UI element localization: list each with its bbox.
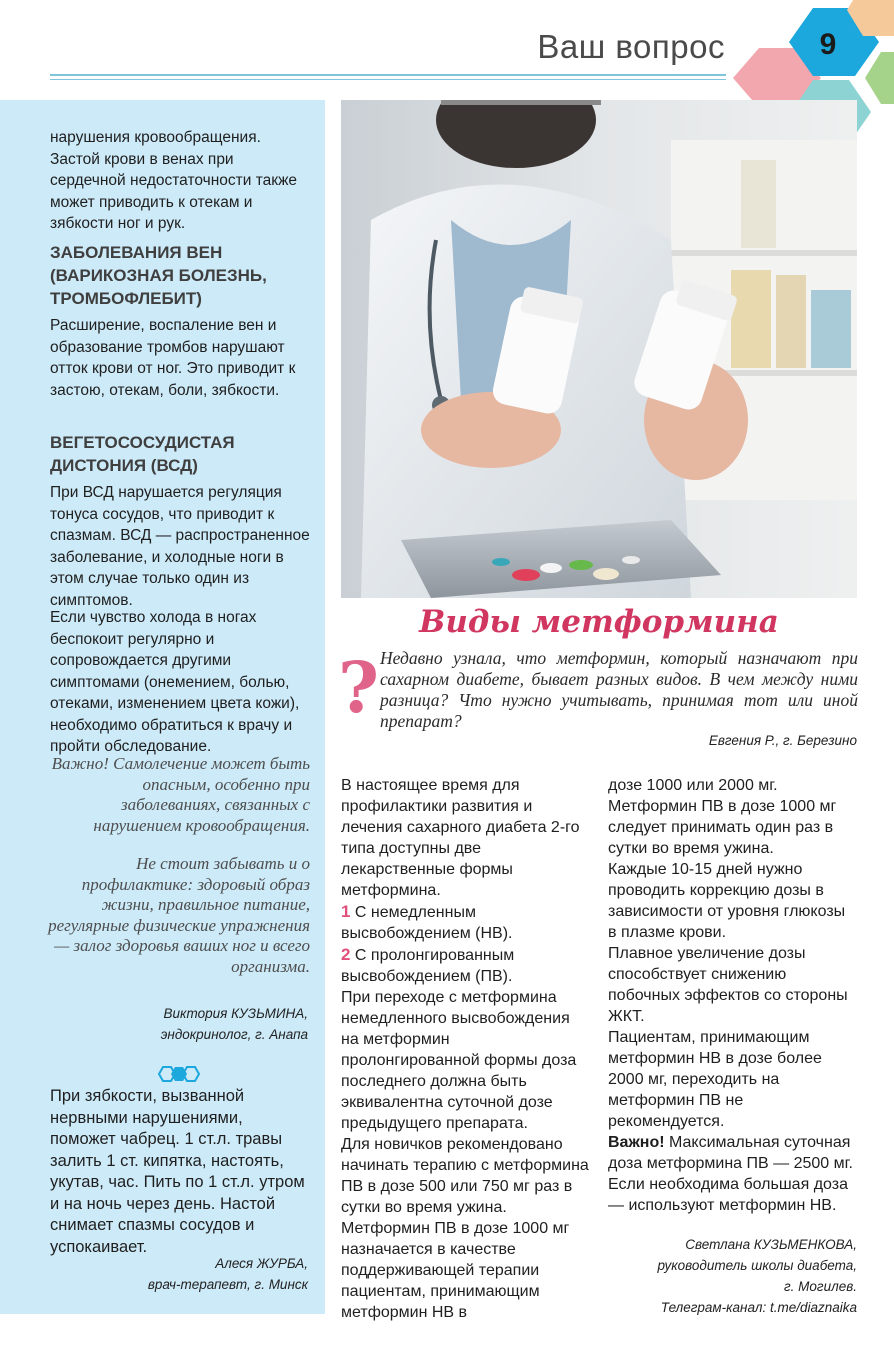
article-author-role: руководитель школы диабета, — [657, 1258, 857, 1273]
page-number: 9 — [819, 28, 837, 61]
article-paragraph-patients: Пациентам, принимающим метформин НВ в дозе более 2000 мг, переходить на метформин ПВ не рекомендуется. — [608, 1029, 822, 1130]
left-paragraph-3: При ВСД нарушается регуляция тонуса сосудов, что приводит к спазмам. ВСД — распространенное заболевание, и холодные ноги в этом случае только один из симптомов. — [50, 484, 310, 609]
article-paragraph-switch: При переходе с метформина немедленного высвобождения на метформин пролонгированной формы доза последнего должна быть эквивалентна суточной дозе предыдущего препарата. — [341, 989, 577, 1132]
section-title: Ваш вопрос — [537, 28, 725, 65]
left-heading-veins: ЗАБОЛЕВАНИЯ ВЕН (ВАРИКОЗНАЯ БОЛЕЗНЬ, ТРОМБОФЛЕБИТ) — [50, 243, 267, 308]
left-tip: При зябкости, вызванной нервными нарушениями, поможет чабрец. 1 ст.л. травы залить 1 ст. кипятка, настоять, укутав, час. Пить по 1 ст.л. утром и на ночь через день. Настой снимает спазмы сосудов и успокаивает. — [50, 1087, 305, 1256]
article-author-name: Светлана КУЗЬМЕНКОВА, — [685, 1237, 857, 1252]
hex-green — [865, 52, 894, 104]
article-paragraph-beginners: Для новичков рекомендовано начинать терапию с метформина ПВ в дозе 500 или 750 мг раз в сутки во время ужина. — [341, 1136, 589, 1216]
article-title: Виды метформина — [419, 604, 779, 640]
author1-role: эндокринолог, г. Анапа — [160, 1027, 308, 1042]
article-paragraph-maintenance: Метформин ПВ в дозе 1000 мг назначается в качестве поддерживающей терапии пациентам, принимающим метформин НВ в — [341, 1220, 570, 1321]
important-label: Важно! — [608, 1134, 665, 1151]
article-paragraph-increase: Плавное увеличение дозы способствует снижению побочных эффектов со стороны ЖКТ. — [608, 945, 848, 1025]
question-author: Евгения Р., г. Березино — [708, 733, 857, 748]
left-paragraph-2: Расширение, воспаление вен и образование тромбов нарушают отток крови от ног. Это приводит к застою, отекам, боли, зябкости. — [50, 317, 296, 399]
article-author-city: г. Могилев. — [784, 1279, 857, 1294]
author2-name: Алеся ЖУРБА, — [215, 1256, 308, 1271]
left-paragraph-1: нарушения кровообращения. Застой крови в венах при сердечной недостаточности также может приводить к отекам и зябкости ног и рук. — [50, 129, 298, 232]
article-paragraph-correction: Каждые 10-15 дней нужно проводить коррекцию дозы в зависимости от уровня глюкозы в плазме крови. — [608, 861, 846, 941]
article-author-channel: Телеграм-канал: t.me/diaznaika — [660, 1300, 857, 1315]
left-important-note: Важно! Самолечение может быть опасным, особенно при заболеваниях, связанных с нарушением кровообращения. — [51, 754, 310, 835]
list-number-1: 1 — [341, 902, 351, 921]
important-text: Максимальная суточная доза метформина ПВ — 2500 мг. Если необходима большая доза — используют метформин НВ. — [608, 1134, 853, 1214]
author2-role: врач-терапевт, г. Минск — [147, 1277, 308, 1292]
left-paragraph-4: Если чувство холода в ногах беспокоит регулярно и сопровождается другими симптомами (онемением, болью, отеками, изменением цвета кожи), необходимо обратиться к врачу и пройти обследование. — [50, 609, 300, 755]
header-rule — [50, 74, 726, 76]
reader-question: Недавно узнала, что метформин, который назначают при сахарном диабете, бывает разных видов. В чем между ними разница? Что нужно учитывать, принимая тот или иной препарат? — [380, 648, 858, 731]
list-item-1 — [341, 901, 589, 944]
left-heading-vsd: ВЕГЕТОСОСУДИСТАЯ ДИСТОНИЯ (ВСД) — [50, 433, 235, 475]
question-mark-icon: ? — [338, 646, 380, 729]
article-column-2 — [608, 775, 857, 1216]
article-important — [608, 1132, 857, 1216]
article-paragraph-dose: дозе 1000 или 2000 мг. Метформин ПВ в дозе 1000 мг следует принимать один раз в сутки во время ужина. — [608, 777, 837, 857]
left-column — [0, 100, 325, 1314]
left-prevention-note: Не стоит забывать и о профилактике: здоровый образ жизни, правильное питание, регулярные физические упражнения — залог здоровья ваших ног и всего организма. — [48, 854, 310, 976]
article-column-1 — [341, 775, 589, 1323]
article-intro: В настоящее время для профилактики развития и лечения сахарного диабета 2-го типа доступны две лекарственные формы метформина. — [341, 777, 580, 899]
header-rule-thin — [50, 79, 726, 80]
list-number-2: 2 — [341, 945, 351, 964]
list-text-1: С немедленным высвобождением (НВ). — [341, 904, 513, 942]
doctor-holding-pill-bottles-photo — [341, 100, 857, 598]
hexagon-ornament-icon — [157, 1064, 203, 1084]
list-text-2: С пролонгированным высвобождением (ПВ). — [341, 947, 515, 985]
author1-name: Виктория КУЗЬМИНА, — [163, 1006, 308, 1021]
list-item-2 — [341, 944, 589, 987]
